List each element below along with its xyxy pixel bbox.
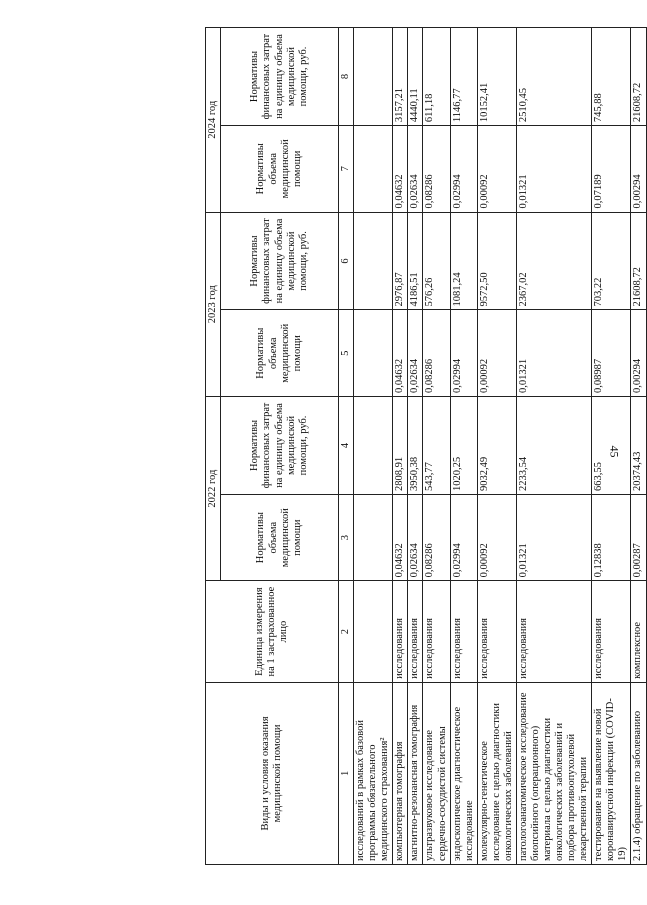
table-cell-v24: 0,08286 [423, 126, 450, 212]
table-cell-c22 [354, 396, 393, 494]
header-year-2024: 2024 год [206, 28, 221, 213]
table-cell-c22: 3950,38 [408, 396, 423, 494]
table-cell-c23 [354, 212, 393, 310]
table-cell-c24: 21608,72 [631, 28, 646, 126]
norms-table [205, 27, 647, 865]
table-cell-c22: 20374,43 [631, 396, 646, 494]
table-cell-unit: исследования [408, 581, 423, 682]
header-year-2022: 2022 год [206, 396, 221, 580]
table-cell-v24: 0,00092 [477, 126, 516, 212]
table-row [408, 28, 423, 865]
table-cell-kind: тестирование на выявление новой коронавирусной инфекции (COVID-19) [592, 682, 631, 864]
table-cell-v23: 0,04632 [393, 310, 408, 396]
table-cell-v24: 0,01321 [516, 126, 591, 212]
table-cell-unit: исследования [477, 581, 516, 682]
table-cell-c24: 3157,21 [393, 28, 408, 126]
header-cost: Нормативы финансовых затрат на единицу объема медицинской помощи, руб. [221, 212, 339, 310]
table-cell-v23: 0,02994 [450, 310, 477, 396]
col-number: 2 [339, 581, 354, 682]
table-row [631, 28, 646, 865]
table-row [423, 28, 450, 865]
header-year-2023: 2023 год [206, 212, 221, 396]
table-cell-kind: 2.1.4) обращение по заболеванию [631, 682, 646, 864]
table-cell-c24: 10152,41 [477, 28, 516, 126]
table-cell-v24: 0,07189 [592, 126, 631, 212]
table-cell-c23: 2367,02 [516, 212, 591, 310]
table-cell-c22: 543,77 [423, 396, 450, 494]
table-cell-v22: 0,00287 [631, 494, 646, 580]
table-cell-v24: 0,00294 [631, 126, 646, 212]
table-cell-unit: исследования [423, 581, 450, 682]
table-cell-v22: 0,01321 [516, 494, 591, 580]
table-cell-c23: 4186,51 [408, 212, 423, 310]
header-cost: Нормативы финансовых затрат на единицу объема медицинской помощи, руб. [221, 28, 339, 126]
table-cell-kind: магнитно-резонансная томография [408, 682, 423, 864]
table-cell-v23 [354, 310, 393, 396]
header-unit: Единица измерения на 1 застрахованное лицо [206, 581, 339, 682]
col-number: 5 [339, 310, 354, 396]
col-number: 8 [339, 28, 354, 126]
table-cell-kind: молекулярно-генетическое исследование с целью диагностики онкологических заболеваний [477, 682, 516, 864]
table-container [205, 27, 644, 865]
table-cell-c24: 1146,77 [450, 28, 477, 126]
table-cell-v22: 0,02634 [408, 494, 423, 580]
table-row [592, 28, 631, 865]
header-row-years [206, 28, 221, 865]
table-cell-v22: 0,02994 [450, 494, 477, 580]
table-cell-unit [354, 581, 393, 682]
table-cell-v24 [354, 126, 393, 212]
table-row [393, 28, 408, 865]
table-cell-c22: 663,55 [592, 396, 631, 494]
col-number: 4 [339, 396, 354, 494]
col-number: 7 [339, 126, 354, 212]
table-row [516, 28, 591, 865]
table-cell-c24: 611,18 [423, 28, 450, 126]
table-row [354, 28, 393, 865]
table-cell-v23: 0,00294 [631, 310, 646, 396]
table-cell-v23: 0,08286 [423, 310, 450, 396]
table-row [450, 28, 477, 865]
table-cell-kind: компьютерная томография [393, 682, 408, 864]
col-number: 1 [339, 682, 354, 864]
table-cell-c23: 9572,50 [477, 212, 516, 310]
table-cell-unit: исследования [516, 581, 591, 682]
table-row [477, 28, 516, 865]
table-cell-v23: 0,00092 [477, 310, 516, 396]
table-cell-unit: исследования [393, 581, 408, 682]
table-cell-c22: 2808,91 [393, 396, 408, 494]
table-cell-v22: 0,00092 [477, 494, 516, 580]
header-cost: Нормативы финансовых затрат на единицу объема медицинской помощи, руб. [221, 396, 339, 494]
col-number: 6 [339, 212, 354, 310]
page-number: 45 [607, 445, 622, 458]
table-cell-v23: 0,01321 [516, 310, 591, 396]
header-volume: Нормативы объема медицинской помощи [221, 310, 339, 396]
table-cell-c22: 1020,25 [450, 396, 477, 494]
table-cell-c23: 1081,24 [450, 212, 477, 310]
table-cell-v24: 0,02994 [450, 126, 477, 212]
table-cell-v22: 0,08286 [423, 494, 450, 580]
col-number: 3 [339, 494, 354, 580]
header-row-numbers [339, 28, 354, 865]
header-kind: Виды и условия оказания медицинской помощи [206, 682, 339, 864]
table-cell-c24: 2510,45 [516, 28, 591, 126]
table-cell-c24: 745,88 [592, 28, 631, 126]
table-cell-c24: 4440,11 [408, 28, 423, 126]
table-cell-v23: 0,02634 [408, 310, 423, 396]
table-cell-v22: 0,12838 [592, 494, 631, 580]
table-cell-unit: комплексное [631, 581, 646, 682]
table-cell-v24: 0,02634 [408, 126, 423, 212]
header-volume: Нормативы объема медицинской помощи [221, 126, 339, 212]
table-cell-unit: исследования [450, 581, 477, 682]
table-cell-c22: 9032,49 [477, 396, 516, 494]
table-cell-kind: патологоанатомическое исследование биопсийного (операционного) материала с целью диагностики онкологических заболеваний и подбора противоопухолевой лекарственной терапии [516, 682, 591, 864]
table-body [354, 28, 646, 865]
table-cell-c23: 2976,87 [393, 212, 408, 310]
table-cell-c23: 21608,72 [631, 212, 646, 310]
table-cell-kind: ультразвуковое исследование сердечно-сосудистой системы [423, 682, 450, 864]
table-cell-c23: 703,22 [592, 212, 631, 310]
table-cell-v22 [354, 494, 393, 580]
table-cell-c24 [354, 28, 393, 126]
table-cell-c22: 2233,54 [516, 396, 591, 494]
table-cell-kind: эндоскопическое диагностическое исследование [450, 682, 477, 864]
table-cell-v22: 0,04632 [393, 494, 408, 580]
header-volume: Нормативы объема медицинской помощи [221, 494, 339, 580]
table-cell-kind: исследований в рамках базовой программы обязательного медицинского страхования² [354, 682, 393, 864]
table-cell-unit: исследования [592, 581, 631, 682]
table-cell-v24: 0,04632 [393, 126, 408, 212]
table-cell-c23: 576,26 [423, 212, 450, 310]
table-cell-v23: 0,08987 [592, 310, 631, 396]
